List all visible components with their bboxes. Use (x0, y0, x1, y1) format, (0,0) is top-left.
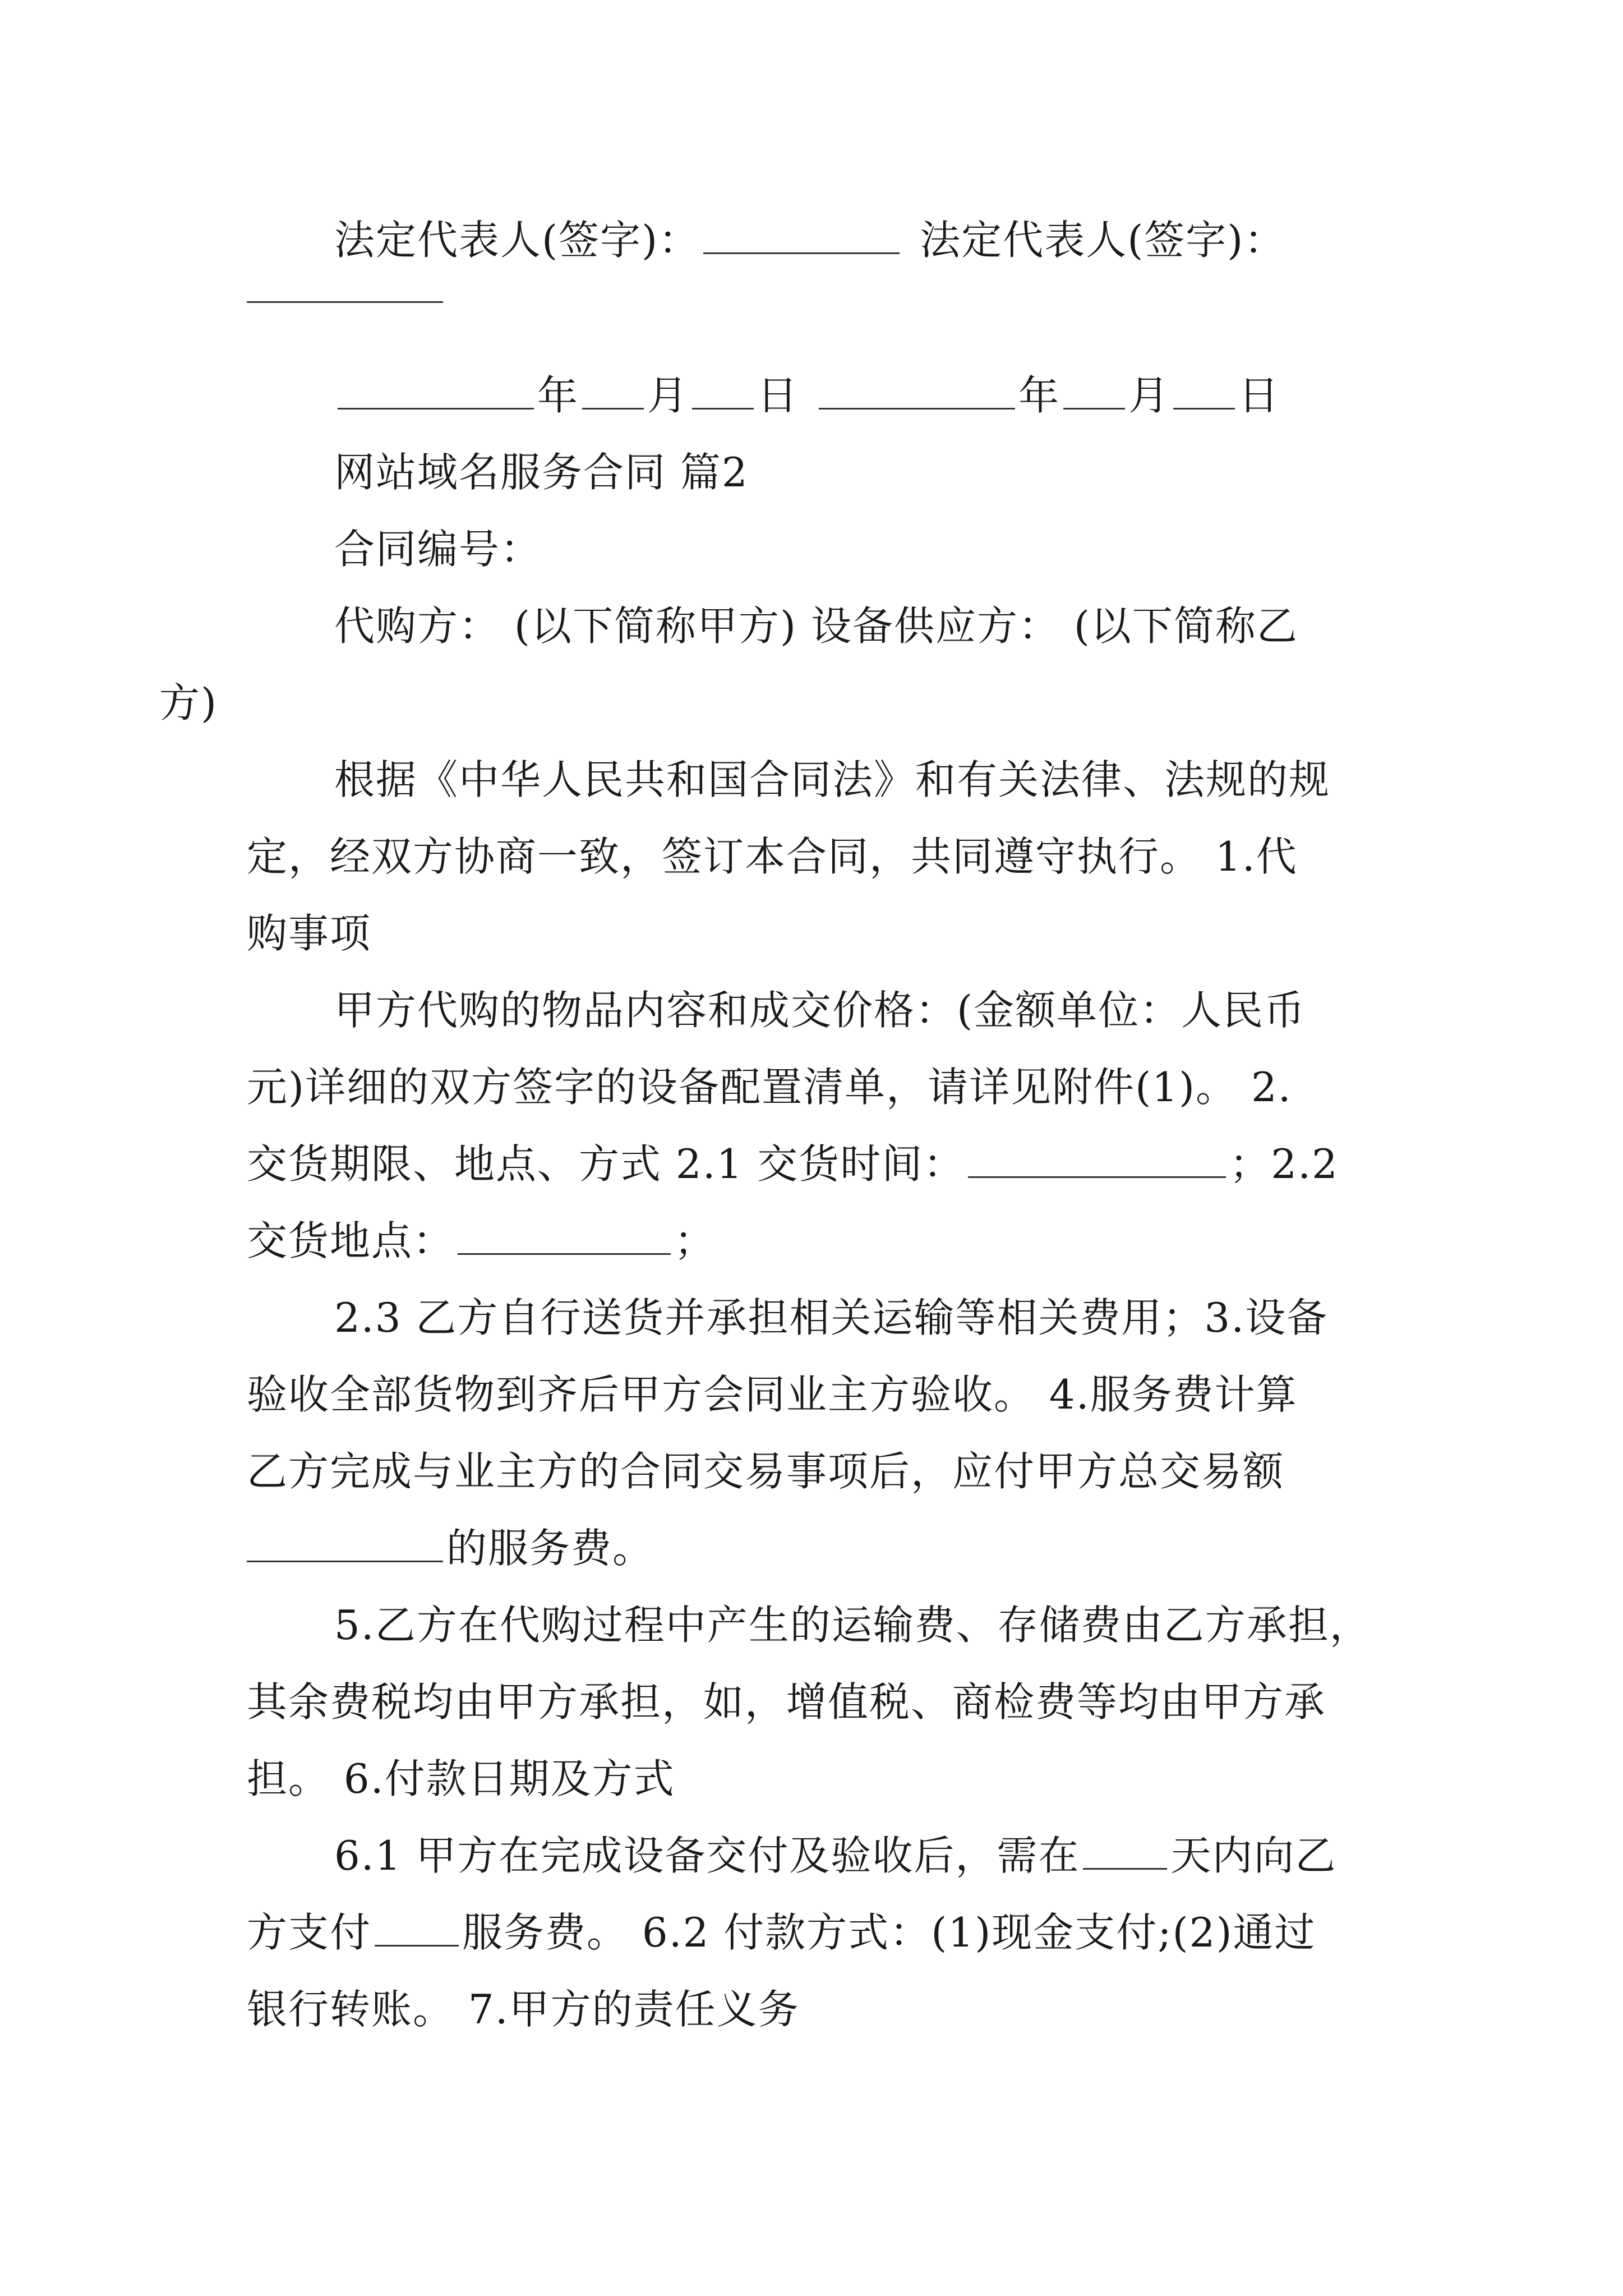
payment-amount-blank (375, 1909, 459, 1947)
parties-line-1: 代购方： (以下简称甲方) 设备供应方： (以下简称乙 (334, 602, 1298, 650)
service-fee-text: 的服务费。 (446, 1525, 654, 1572)
day-label-a: 日 (757, 372, 799, 419)
delivery-time-label: 交货期限、地点、方式 2.1 交货时间： (247, 1140, 965, 1188)
document-body (159, 202, 1391, 2048)
acceptance-line-1: 2.3 乙方自行送货并承担相关运输等相关费用；3.设备 (334, 1294, 1329, 1341)
month-blank-b (1063, 372, 1125, 409)
paragraph-payment (247, 1818, 1391, 2048)
month-blank-a (582, 372, 644, 409)
year-label-b: 年 (1018, 372, 1061, 419)
purchase-line-3 (159, 1126, 1391, 1203)
delivery-time-tail: ；2.2 (1229, 1140, 1339, 1188)
payment-days-label: 6.1 甲方在完成设备交付及验收后，需在 (334, 1832, 1080, 1879)
year-blank-a (338, 372, 534, 409)
year-blank-b (819, 372, 1015, 409)
year-label-a: 年 (537, 372, 579, 419)
payment-days-blank (1083, 1832, 1167, 1870)
payment-method-text: 服务费。 6.2 付款方式：(1)现金支付;(2)通过 (462, 1909, 1316, 1956)
purchase-line-4 (159, 1203, 1391, 1280)
payment-amount-label: 方支付 (247, 1909, 372, 1956)
purchase-line-1: 甲方代购的物品内容和成交价格：(金额单位：人民币 (334, 987, 1306, 1034)
paragraph-costs (247, 1587, 1391, 1818)
delivery-place-tail: ； (674, 1217, 716, 1264)
signature-line (247, 202, 1391, 279)
delivery-place-blank (458, 1217, 671, 1255)
signature-blank-a (703, 217, 900, 254)
paragraph-basis (247, 742, 1391, 972)
day-blank-b (1173, 372, 1235, 409)
parties-paragraph (159, 588, 1391, 742)
month-label-b: 月 (1128, 372, 1170, 419)
date-line (247, 357, 1391, 434)
purchase-line-2: 元)详细的双方签字的设备配置清单，请详见附件(1)。 2. (247, 1064, 1292, 1111)
paragraph-purchase-items (247, 972, 1391, 1280)
basis-line-2: 定，经双方协商一致，签订本合同，共同遵守执行。 1.代 (247, 833, 1298, 880)
delivery-time-blank (968, 1140, 1226, 1178)
signature-blank-b (247, 279, 443, 303)
paragraph-acceptance (247, 1280, 1391, 1587)
payment-line-3: 银行转账。 7.甲方的责任义务 (247, 1986, 800, 2033)
acceptance-line-3: 乙方完成与业主方的合同交易事项后，应付甲方总交易额 (247, 1448, 1285, 1495)
payment-days-tail: 天内向乙 (1170, 1832, 1337, 1879)
day-label-b: 日 (1238, 372, 1280, 419)
signature-label-b: 法定代表人(签字)： (920, 217, 1286, 264)
costs-line-3: 担。 6.付款日期及方式 (247, 1755, 675, 1802)
signature-label-a: 法定代表人(签字)： (334, 217, 700, 264)
basis-line-3: 购事项 (247, 910, 372, 957)
costs-line-2: 其余费税均由甲方承担，如，增值税、商检费等均由甲方承 (247, 1678, 1326, 1726)
acceptance-line-4 (159, 1510, 1391, 1587)
payment-line-2 (159, 1894, 1391, 1971)
parties-line-2: 方) (159, 679, 218, 726)
costs-line-1: 5.乙方在代购过程中产生的运输费、存储费由乙方承担， (334, 1602, 1371, 1649)
service-fee-blank (247, 1525, 443, 1562)
day-blank-a (692, 372, 754, 409)
month-label-a: 月 (647, 372, 689, 419)
section-heading: 网站域名服务合同 篇2 (334, 449, 749, 496)
contract-number: 合同编号： (334, 526, 542, 573)
basis-line-1: 根据《中华人民共和国合同法》和有关法律、法规的规 (334, 756, 1331, 803)
delivery-place-label: 交货地点： (247, 1217, 455, 1264)
acceptance-line-2: 验收全部货物到齐后甲方会同业主方验收。 4.服务费计算 (247, 1371, 1298, 1418)
payment-line-1 (247, 1818, 1391, 1894)
